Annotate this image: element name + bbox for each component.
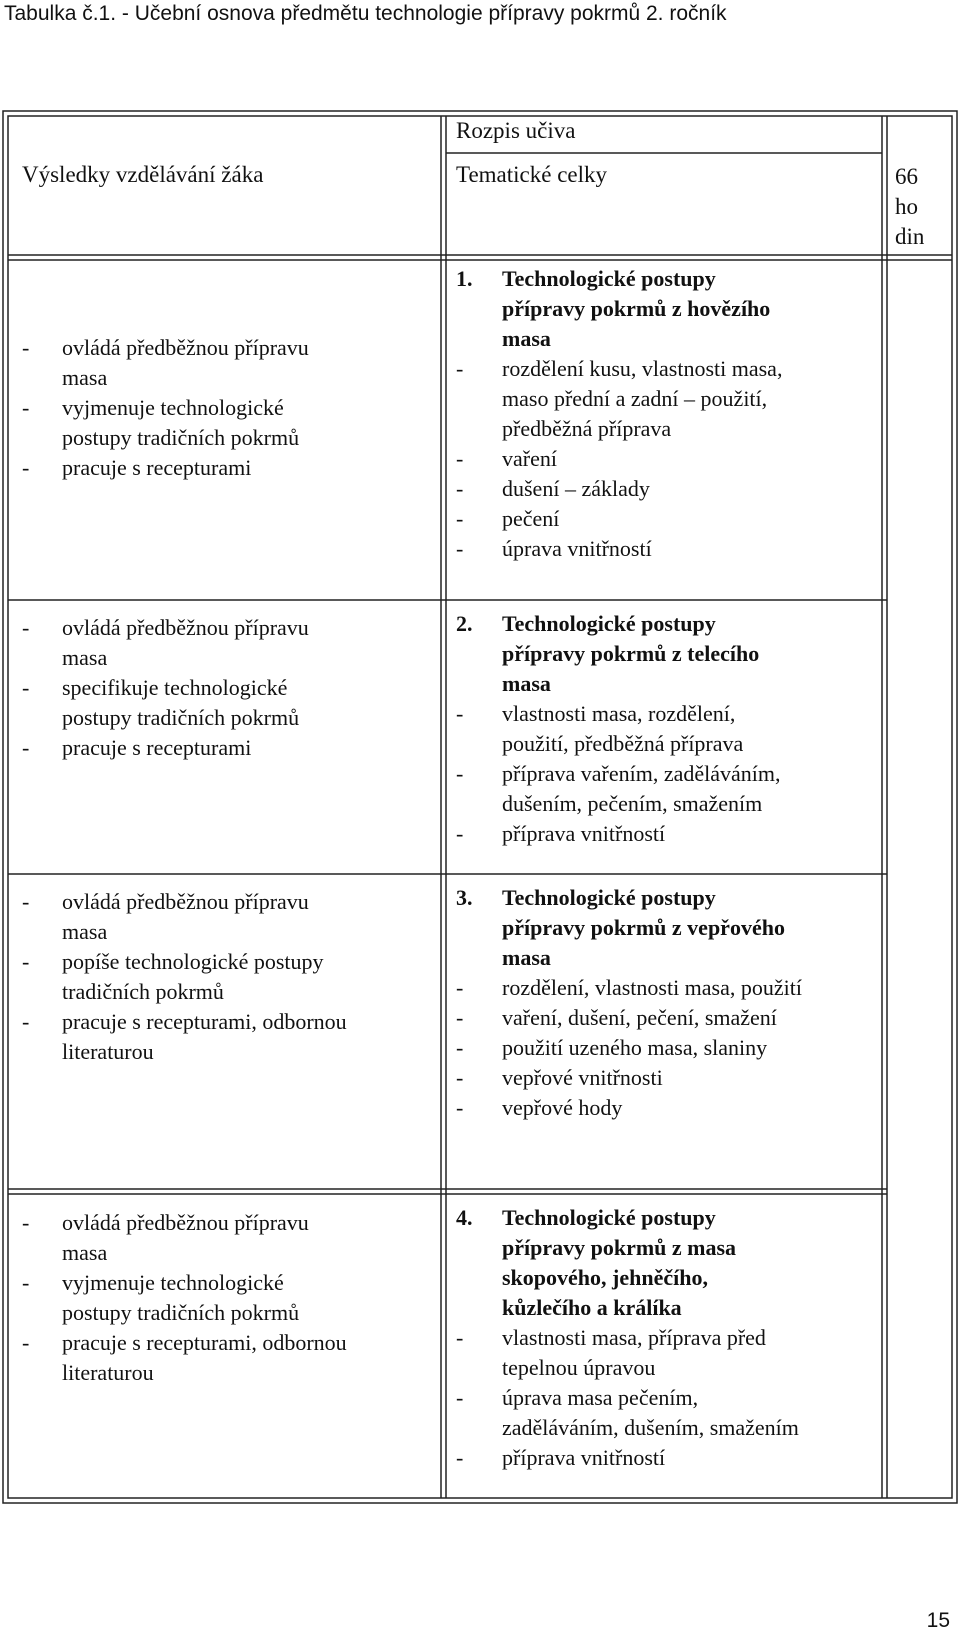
outcome-text: vyjmenuje technologické — [62, 395, 284, 420]
topic-number: 4. — [456, 1205, 473, 1230]
topic-item-line — [456, 1093, 802, 1123]
item-text: vaření — [502, 446, 557, 471]
item-dash: - — [456, 1035, 464, 1060]
outcome-line — [22, 643, 309, 673]
topic-item-line — [456, 414, 782, 444]
outcome-line — [22, 1358, 347, 1388]
header-hours-line: 66 — [895, 164, 918, 189]
item-text: úprava masa pečením, — [502, 1385, 699, 1410]
topic-title: přípravy pokrmů z telecího — [502, 641, 760, 666]
topic-title: skopového, jehněčího, — [502, 1265, 708, 1290]
header-hours-line: din — [895, 224, 925, 249]
item-text: příprava vařením, zaděláváním, — [502, 761, 781, 786]
outcome-dash: - — [22, 949, 30, 974]
row-1-outcomes — [22, 333, 309, 483]
outcome-line — [22, 393, 309, 423]
item-text: příprava vnitřností — [502, 1445, 666, 1470]
topic-item-line — [456, 354, 782, 384]
outcome-dash: - — [22, 1270, 30, 1295]
outcome-dash: - — [22, 735, 30, 760]
topic-title-line — [456, 1263, 799, 1293]
topic-item-line — [456, 504, 782, 534]
topic-title: masa — [502, 326, 551, 351]
topic-title: Technologické postupy — [502, 611, 716, 636]
outcome-dash: - — [22, 1330, 30, 1355]
topic-title: masa — [502, 945, 551, 970]
item-dash: - — [456, 1445, 464, 1470]
outcome-text: literaturou — [62, 1039, 154, 1064]
row-4-outcomes — [22, 1208, 347, 1388]
topic-number: 3. — [456, 885, 473, 910]
topic-item-line — [456, 729, 781, 759]
item-text: vepřové hody — [502, 1095, 623, 1120]
topic-item-line — [456, 789, 781, 819]
item-dash: - — [456, 1325, 464, 1350]
outcome-line — [22, 1328, 347, 1358]
topic-item-line — [456, 1003, 802, 1033]
outcome-text: masa — [62, 365, 108, 390]
header-topics: Tematické celky — [456, 162, 608, 187]
outcome-line — [22, 977, 347, 1007]
outcome-text: postupy tradičních pokrmů — [62, 1300, 300, 1325]
item-text: pečení — [502, 506, 560, 531]
item-text: rozdělení kusu, vlastnosti masa, — [502, 356, 783, 381]
outcome-line — [22, 1298, 347, 1328]
item-dash: - — [456, 975, 464, 1000]
outcome-line — [22, 917, 347, 947]
outcome-line — [22, 733, 309, 763]
outcome-dash: - — [22, 1009, 30, 1034]
item-text: úprava vnitřností — [502, 536, 652, 561]
topic-title: Technologické postupy — [502, 885, 716, 910]
item-dash: - — [456, 1005, 464, 1030]
topic-title-line — [456, 943, 802, 973]
outcome-dash: - — [22, 335, 30, 360]
outcome-line — [22, 613, 309, 643]
item-text: vlastnosti masa, rozdělení, — [502, 701, 736, 726]
outcome-text: masa — [62, 645, 108, 670]
topic-item-line — [456, 444, 782, 474]
topic-item-line — [456, 1323, 799, 1353]
outcome-dash: - — [22, 395, 30, 420]
item-text: vlastnosti masa, příprava před — [502, 1325, 766, 1350]
topic-title-line — [456, 264, 782, 294]
outcome-text: ovládá předběžnou přípravu — [62, 889, 309, 914]
outcome-line — [22, 947, 347, 977]
header-hours — [895, 162, 924, 252]
topic-title: přípravy pokrmů z hovězího — [502, 296, 771, 321]
outcome-line — [22, 703, 309, 733]
topic-number: 1. — [456, 266, 473, 291]
outcome-dash: - — [22, 675, 30, 700]
outcome-line — [22, 1007, 347, 1037]
outcome-line — [22, 1208, 347, 1238]
header-results: Výsledky vzdělávání žáka — [22, 162, 264, 187]
outcome-text: postupy tradičních pokrmů — [62, 705, 300, 730]
outcome-text: pracuje s recepturami — [62, 455, 252, 480]
outcome-text: literaturou — [62, 1360, 154, 1385]
outcome-line — [22, 887, 347, 917]
topic-item-line — [456, 474, 782, 504]
row-3-outcomes — [22, 887, 347, 1067]
topic-title-line — [456, 913, 802, 943]
item-dash: - — [456, 821, 464, 846]
outcome-text: popíše technologické postupy — [62, 949, 324, 974]
outcome-line — [22, 423, 309, 453]
topic-item-line — [456, 1033, 802, 1063]
outcome-text: pracuje s recepturami, odbornou — [62, 1009, 347, 1034]
row-1-topics — [456, 264, 782, 564]
topic-item-line — [456, 1383, 799, 1413]
topic-item-line — [456, 1063, 802, 1093]
topic-number: 2. — [456, 611, 473, 636]
item-text: vepřové vnitřnosti — [502, 1065, 663, 1090]
topic-title-line — [456, 324, 782, 354]
topic-item-line — [456, 699, 781, 729]
item-dash: - — [456, 476, 464, 501]
topic-title-line — [456, 1293, 799, 1323]
topic-item-line — [456, 819, 781, 849]
outcome-line — [22, 1238, 347, 1268]
item-dash: - — [456, 536, 464, 561]
topic-title: Technologické postupy — [502, 266, 716, 291]
topic-item-line — [456, 973, 802, 1003]
topic-title: přípravy pokrmů z masa — [502, 1235, 737, 1260]
row-3-topics — [456, 883, 802, 1123]
item-text: dušení – základy — [502, 476, 650, 501]
page-number: 15 — [926, 1609, 950, 1632]
topic-title: masa — [502, 671, 551, 696]
item-dash: - — [456, 446, 464, 471]
outcome-text: pracuje s recepturami — [62, 735, 252, 760]
topic-title: kůzlečího a králíka — [502, 1295, 682, 1320]
outcome-text: vyjmenuje technologické — [62, 1270, 284, 1295]
outcome-dash: - — [22, 615, 30, 640]
item-text: zaděláváním, dušením, smažením — [502, 1415, 799, 1440]
outcome-dash: - — [22, 455, 30, 480]
item-dash: - — [456, 761, 464, 786]
topic-title-line — [456, 1203, 799, 1233]
topic-item-line — [456, 534, 782, 564]
item-text: předběžná příprava — [502, 416, 672, 441]
outcome-text: masa — [62, 919, 108, 944]
document-title: Tabulka č.1. - Učební osnova předmětu technologie přípravy pokrmů 2. ročník — [4, 2, 727, 25]
outcome-text: masa — [62, 1240, 108, 1265]
row-2-topics — [456, 609, 781, 849]
item-dash: - — [456, 356, 464, 381]
item-text: maso přední a zadní – použití, — [502, 386, 768, 411]
row-2-outcomes — [22, 613, 309, 763]
item-dash: - — [456, 1095, 464, 1120]
item-dash: - — [456, 1065, 464, 1090]
outcome-text: ovládá předběžnou přípravu — [62, 1210, 309, 1235]
outcome-line — [22, 453, 309, 483]
outcome-line — [22, 1037, 347, 1067]
item-dash: - — [456, 506, 464, 531]
topic-item-line — [456, 1443, 799, 1473]
topic-item-line — [456, 1353, 799, 1383]
topic-title: Technologické postupy — [502, 1205, 716, 1230]
item-text: příprava vnitřností — [502, 821, 666, 846]
item-text: dušením, pečením, smažením — [502, 791, 763, 816]
outcome-text: ovládá předběžnou přípravu — [62, 615, 309, 640]
outcome-line — [22, 363, 309, 393]
topic-title: přípravy pokrmů z vepřového — [502, 915, 785, 940]
outcome-text: tradičních pokrmů — [62, 979, 224, 1004]
outcome-line — [22, 673, 309, 703]
item-text: tepelnou úpravou — [502, 1355, 656, 1380]
topic-item-line — [456, 384, 782, 414]
topic-title-line — [456, 883, 802, 913]
topic-title-line — [456, 639, 781, 669]
item-text: použití uzeného masa, slaniny — [502, 1035, 768, 1060]
item-text: vaření, dušení, pečení, smažení — [502, 1005, 777, 1030]
outcome-text: pracuje s recepturami, odbornou — [62, 1330, 347, 1355]
outcome-line — [22, 1268, 347, 1298]
topic-item-line — [456, 759, 781, 789]
outcome-text: ovládá předběžnou přípravu — [62, 335, 309, 360]
topic-title-line — [456, 669, 781, 699]
topic-title-line — [456, 609, 781, 639]
outcome-text: specifikuje technologické — [62, 675, 288, 700]
topic-title-line — [456, 1233, 799, 1263]
header-rozpis: Rozpis učiva — [456, 118, 576, 143]
item-dash: - — [456, 1385, 464, 1410]
item-text: použití, předběžná příprava — [502, 731, 744, 756]
header-hours-line: ho — [895, 194, 918, 219]
topic-item-line — [456, 1413, 799, 1443]
outcome-text: postupy tradičních pokrmů — [62, 425, 300, 450]
outcome-dash: - — [22, 1210, 30, 1235]
topic-title-line — [456, 294, 782, 324]
outcome-dash: - — [22, 889, 30, 914]
outcome-line — [22, 333, 309, 363]
row-4-topics — [456, 1203, 799, 1473]
item-dash: - — [456, 701, 464, 726]
item-text: rozdělení, vlastnosti masa, použití — [502, 975, 802, 1000]
